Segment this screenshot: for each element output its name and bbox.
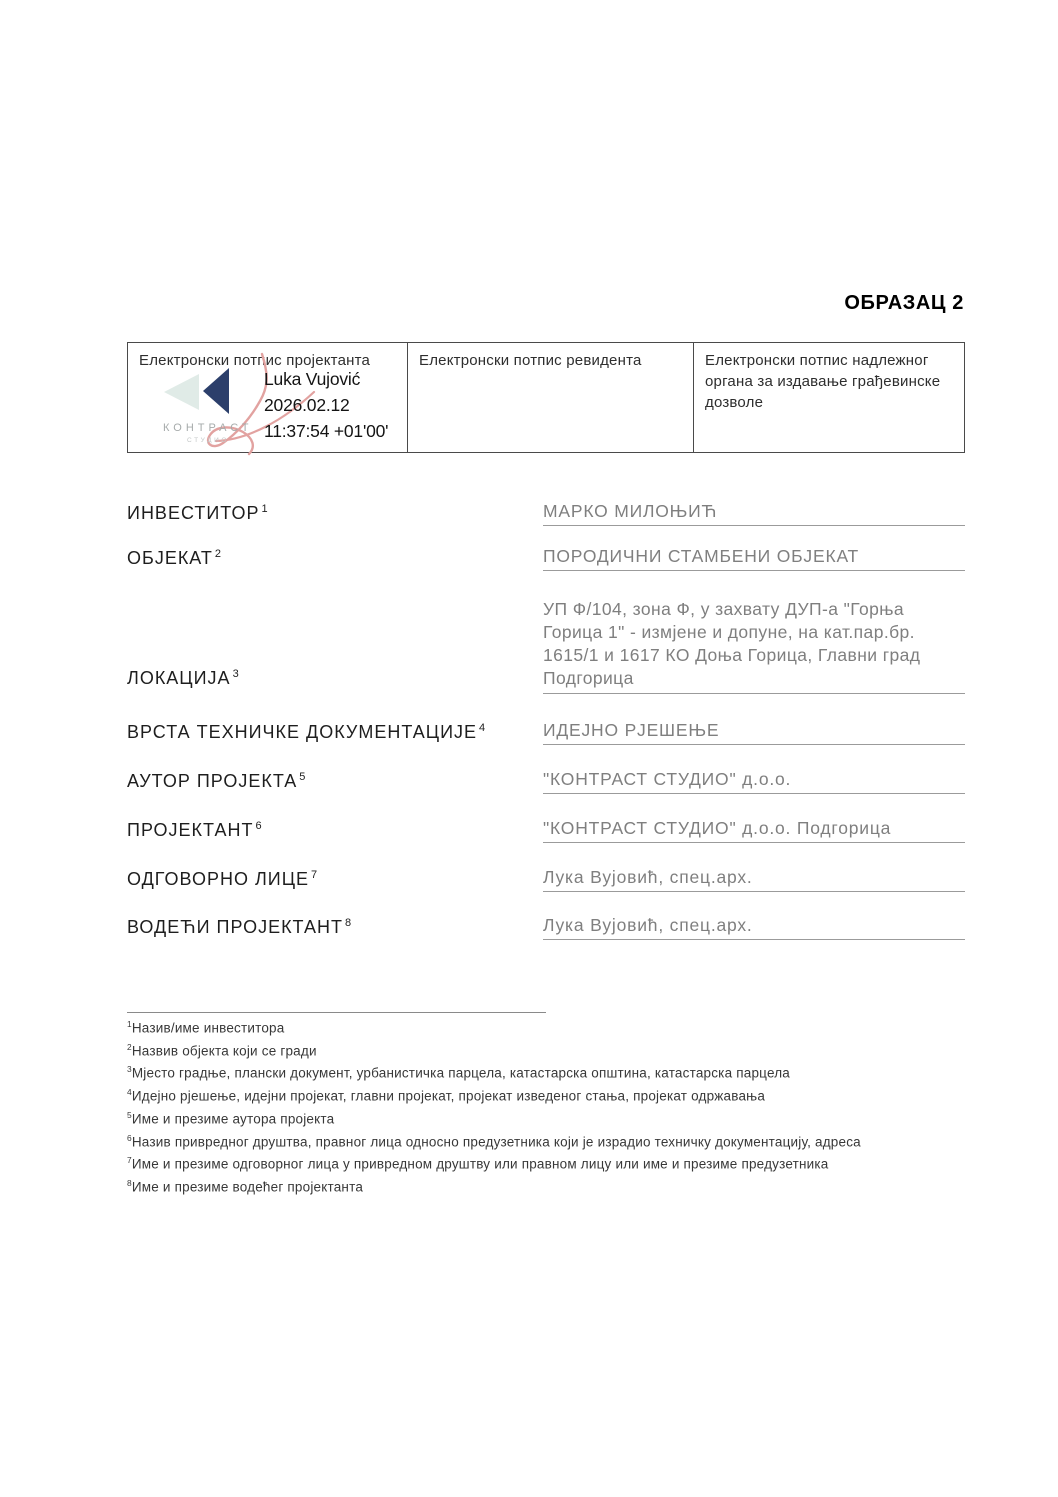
signature-cell-designer-header: Електронски потпис пројектанта [139,352,371,369]
footnote-ref-6: 6 [255,820,263,832]
value-documentation-type: ИДЕЈНО РЈЕШЕЊЕ [543,720,965,745]
signature-cell-designer [128,343,407,452]
label-location: ЛОКАЦИЈА $^3$ [127,668,240,688]
value-object: ПОРОДИЧНИ СТАМБЕНИ ОБЈЕКАТ [543,546,965,571]
footnote-4: $^4$Идејно рјешење, идејни пројекат, главни пројекат, пројекат изведеног стања, пројекат одржавања [127,1087,766,1104]
kontrast-logo-pale-triangle-icon [164,374,199,410]
signature-cell-authority [693,343,964,452]
label-project-author: АУТОР ПРОЈЕКТА $^5$ [127,771,307,791]
value-project-author: "КОНТРАСТ СТУДИО" д.о.о. [543,769,965,794]
footnote-6: $^6$Назив привредног друштва, правног лица односно предузетника који је израдио техничку документацију, адреса [127,1132,861,1150]
digital-signature-text [264,366,388,444]
footnote-7: $^7$Име и презиме одговорног лица у привредном друштву или правном лицу или име и презиме предузетника [127,1155,829,1172]
footnote-ref-7: 7 [311,869,319,881]
label-designer: ПРОЈЕКТАНТ $^6$ [127,820,263,840]
value-lead-designer: Лука Вујовић, спец.арх. [543,915,965,940]
footnote-2: $^2$Назвив објекта који се гради [127,1041,317,1059]
footnote-8: $^8$Име и презиме водећег пројектанта [127,1177,364,1195]
value-responsible-person: Лука Вујовић, спец.арх. [543,867,965,892]
kontrast-logo-brand-text: КОНТРАСТ [163,422,253,434]
footnotes [127,1015,861,1197]
label-object: ОБЈЕКАТ $^2$ [127,548,223,568]
label-responsible-person: ОДГОВОРНО ЛИЦЕ $^7$ [127,869,319,889]
value-designer: "КОНТРАСТ СТУДИО" д.о.о. Подгорица [543,818,965,843]
page-title: ОБРАЗАЦ 2 [844,292,964,314]
label-lead-designer: ВОДЕЋИ ПРОЈЕКТАНТ $^8$ [127,917,353,937]
value-location: УП Ф/104, зона Ф, у захвату ДУП-а "Горња Горица 1" - измјене и допуне, на кат.пар.бр. 1615/1 и 1617 КО Доња Горица, Главни град Подгорица [543,598,965,694]
footnote-1: $^1$Назив/име инвеститора [127,1019,285,1036]
kontrast-logo-sub-text: СТУДИО [187,437,230,444]
signature-table [127,342,965,453]
kontrast-logo-navy-triangle-icon [203,368,229,414]
footnote-ref-5: 5 [299,771,307,783]
signer-name: Luka Vujović [264,369,361,389]
footnote-3: $^3$Мјесто градње, плански документ, урбанистичка парцела, катастарска општина, катастарска парцела [127,1064,790,1081]
signature-cell-reviewer [407,343,693,452]
value-investor: МАРКО МИЛОЊИЋ [543,501,965,526]
footnote-ref-4: 4 [479,722,487,734]
footnote-separator [127,1012,546,1013]
footnote-5: $^5$Име и презиме аутора пројекта [127,1109,335,1127]
signature-cell-reviewer-header: Електронски потпис ревидента [419,352,642,369]
signature-cell-authority-header: Електронски потпис надлежног органа за издавање грађевинске дозволе [705,352,941,411]
label-documentation-type: ВРСТА ТЕХНИЧКЕ ДОКУМЕНТАЦИЈЕ $^4$ [127,722,487,742]
label-investor: ИНВЕСТИТОР $^1$ [127,503,269,523]
footnote-ref-2: 2 [214,548,223,560]
signature-date: 2026.02.12 [264,395,350,415]
signature-time: 11:37:54 +01'00' [264,421,389,441]
footnote-ref-3: 3 [232,668,240,680]
footnote-ref-8: 8 [344,917,353,929]
footnote-ref-1: 1 [261,503,269,515]
